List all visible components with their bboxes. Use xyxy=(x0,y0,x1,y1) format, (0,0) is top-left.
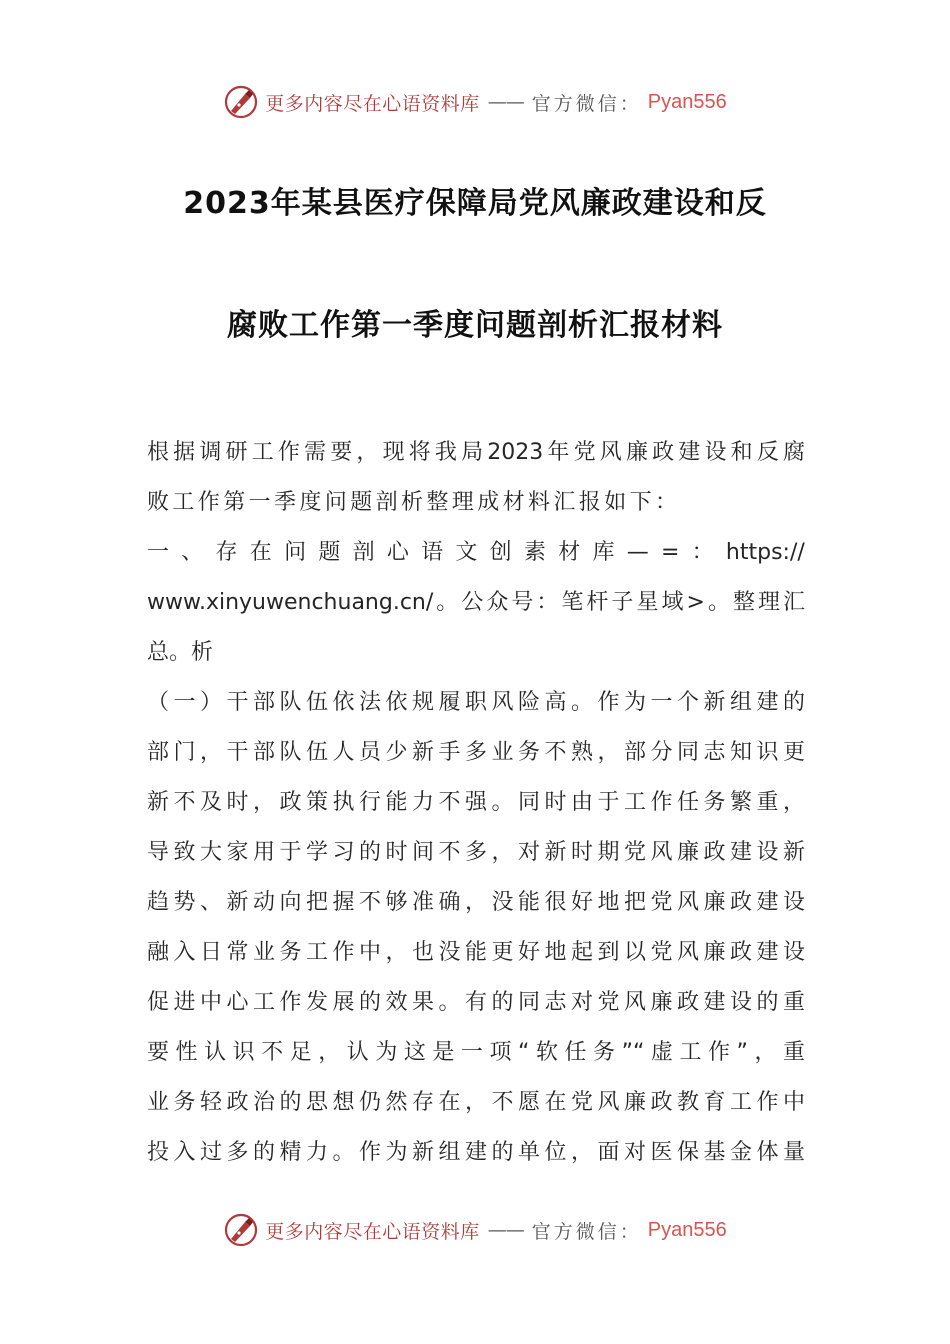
heading-char: 存 xyxy=(215,540,238,565)
banner-dash: —— xyxy=(487,1219,524,1241)
banner-label: 官方微信： xyxy=(531,92,642,115)
heading-char: 题 xyxy=(318,540,341,565)
heading-char: 、 xyxy=(181,540,204,565)
banner-dash: —— xyxy=(487,91,524,113)
paragraph-line-7: 促进中心工作发展的效果。有的同志对党风廉政建设的重 xyxy=(147,990,805,1015)
paragraph-line-1: （一）干部队伍依法依规履职风险高。作为一个新组建的 xyxy=(147,690,805,715)
banner-main-text: 更多内容尽在心语资料库 xyxy=(265,1220,480,1243)
heading-char: 剖 xyxy=(352,540,375,565)
header-watermark-banner xyxy=(0,82,950,122)
heading-char: 创 xyxy=(489,540,512,565)
heading-char: — xyxy=(626,540,649,565)
heading-char: 文 xyxy=(455,540,478,565)
document-body xyxy=(147,428,805,1178)
intro-line-2: 败工作第一季度问题剖析整理成材料汇报如下： xyxy=(147,490,681,515)
heading-char: 库 xyxy=(592,540,615,565)
heading-char: 素 xyxy=(523,540,546,565)
paragraph-line-2: 部门，干部队伍人员少新手多业务不熟，部分同志知识更 xyxy=(147,740,805,765)
document-title-line-2: 腐败工作第一季度问题剖析汇报材料 xyxy=(227,308,723,343)
heading-char: 问 xyxy=(284,540,307,565)
heading-char: ： xyxy=(691,540,714,565)
footer-watermark-banner xyxy=(0,1210,950,1250)
section-heading-tail: 总。析 xyxy=(147,640,214,665)
heading-char: = xyxy=(660,540,680,565)
heading-char: 一 xyxy=(147,540,170,565)
paragraph-line-8: 要性认识不足，认为这是一项“软任务”“虚工作”，重 xyxy=(147,1040,805,1065)
document-title-line-1: 2023年某县医疗保障局党风廉政建设和反 xyxy=(183,186,767,221)
heading-char: https:// xyxy=(725,540,805,565)
section-heading-line xyxy=(147,528,805,578)
banner-label: 官方微信： xyxy=(531,1220,642,1243)
paragraph-line-5: 趋势、新动向把握不够准确，没能很好地把党风廉政建设 xyxy=(147,890,805,915)
banner-wechat-id: Pyan556 xyxy=(647,90,727,113)
pen-nib-logo-icon xyxy=(223,84,259,120)
paragraph-line-4: 导致大家用于学习的时间不多，对新时期党风廉政建设新 xyxy=(147,840,805,865)
paragraph-line-9: 业务轻政治的思想仍然存在，不愿在党风廉政教育工作中 xyxy=(147,1090,805,1115)
banner-wechat-id: Pyan556 xyxy=(647,1218,727,1241)
intro-line-1: 根据调研工作需要，现将我局2023年党风廉政建设和反腐 xyxy=(147,440,805,465)
pen-nib-logo-icon xyxy=(223,1212,259,1248)
heading-char: 语 xyxy=(421,540,444,565)
banner-main-text: 更多内容尽在心语资料库 xyxy=(265,92,480,115)
heading-char: 心 xyxy=(386,540,409,565)
paragraph-line-10: 投入过多的精力。作为新组建的单位，面对医保基金体量 xyxy=(147,1140,805,1165)
heading-char: 在 xyxy=(249,540,272,565)
url-line: www.xinyuwenchuang.cn/。公众号：笔杆子星域>。整理汇 xyxy=(147,590,805,615)
paragraph-line-6: 融入日常业务工作中，也没能更好地起到以党风廉政建设 xyxy=(147,940,805,965)
paragraph-line-3: 新不及时，政策执行能力不强。同时由于工作任务繁重， xyxy=(147,790,805,815)
heading-char: 材 xyxy=(558,540,581,565)
